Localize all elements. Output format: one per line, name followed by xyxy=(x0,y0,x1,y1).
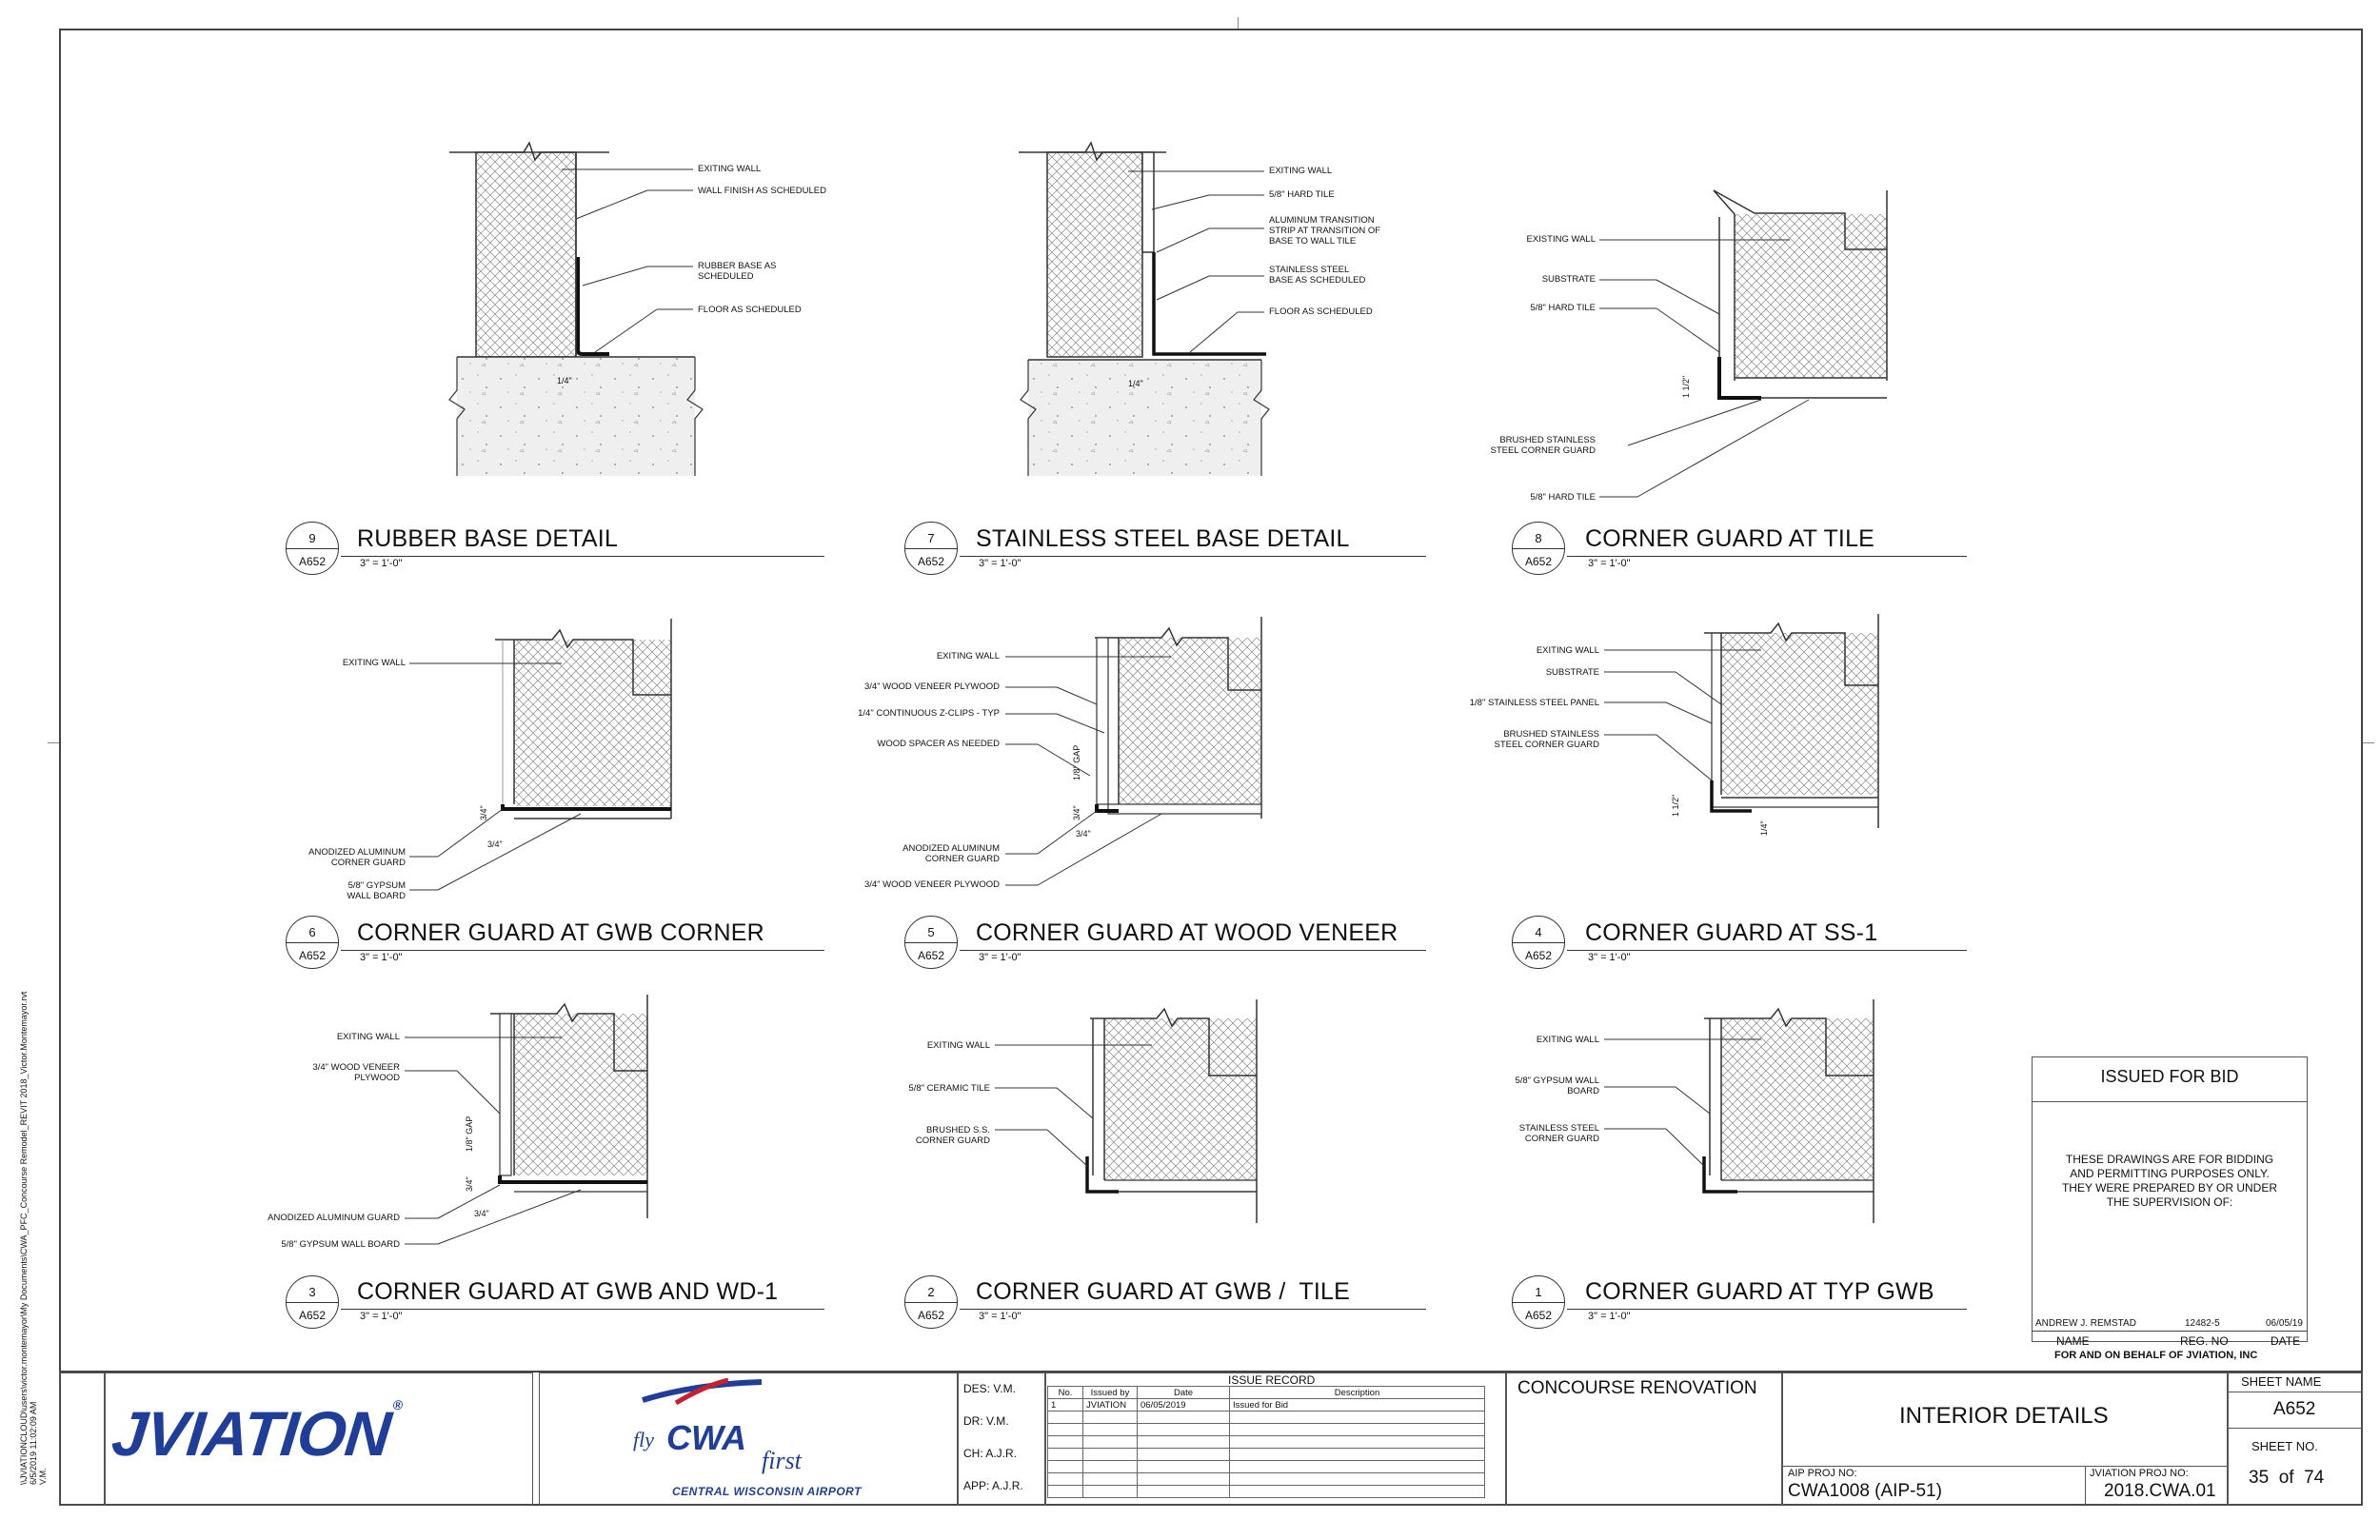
table-row xyxy=(1048,1473,1485,1486)
callout-label: 5/8" GYPSUM WALL BOARD xyxy=(347,880,406,901)
divider xyxy=(2228,1428,2363,1429)
callout-label: ALUMINUM TRANSITION STRIP AT TRANSITION OF BASE TO WALL TILE xyxy=(1269,215,1381,247)
title-underline xyxy=(960,950,1426,951)
detail-bubble xyxy=(904,522,958,575)
callout-label: BRUSHED S.S. CORNER GUARD xyxy=(915,1125,990,1146)
title-underline xyxy=(341,1309,824,1310)
detail-bubble xyxy=(904,1275,958,1329)
sheet-reference: A652 xyxy=(917,1309,945,1322)
callout-label: 5/8" GYPSUM WALL BOARD xyxy=(281,1239,400,1250)
table-row xyxy=(1048,1412,1485,1424)
divider xyxy=(1782,1466,2228,1467)
callout-label: 5/8" CERAMIC TILE xyxy=(908,1083,990,1094)
issue-record-title: ISSUE RECORD xyxy=(1228,1373,1316,1387)
callout-label: EXITING WALL xyxy=(1536,645,1599,656)
aip-label: AIP PROJ NO: xyxy=(1788,1468,1857,1479)
callout-label: EXITING WALL xyxy=(698,164,762,174)
dimension-label: 3/4" xyxy=(465,1176,474,1192)
detail-4-drawing xyxy=(1704,614,1878,828)
column-header: Date xyxy=(1138,1387,1230,1399)
dimension-label: 1/8" GAP xyxy=(465,1116,474,1152)
signature-line xyxy=(2032,1331,2308,1332)
aip-value: CWA1008 (AIP-51) xyxy=(1788,1481,1942,1501)
detail-title: CORNER GUARD AT GWB AND WD-1 xyxy=(357,1278,779,1305)
callout-label: BRUSHED STAINLESS STEEL CORNER GUARD xyxy=(1490,435,1596,456)
detail-bubble xyxy=(1512,1275,1565,1329)
callout-label: EXITING WALL xyxy=(936,651,1000,661)
detail-title: CORNER GUARD AT TYP GWB xyxy=(1585,1278,1934,1305)
detail-3-drawing xyxy=(490,995,647,1218)
table-header-row xyxy=(1048,1387,1485,1399)
engineer-name: ANDREW J. REMSTAD xyxy=(2035,1318,2136,1329)
dimension-label: 3/4" xyxy=(1072,805,1081,820)
sheet-name-label: SHEET NAME xyxy=(2241,1374,2322,1389)
issue-record-table xyxy=(1047,1386,1485,1498)
behalf-statement: FOR AND ON BEHALF OF JVIATION, INC xyxy=(2054,1350,2258,1361)
approved-by-label: APP: A.J.R. xyxy=(963,1479,1023,1492)
callout-label: EXITING WALL xyxy=(342,658,406,668)
sheet-number: 35 of 74 xyxy=(2249,1468,2325,1488)
dimension-label: 1 1/2" xyxy=(1681,375,1691,398)
detail-number: 2 xyxy=(927,1285,935,1299)
detail-title: CORNER GUARD AT WOOD VENEER xyxy=(976,919,1398,946)
detail-scale: 3" = 1'-0" xyxy=(360,1311,403,1322)
callout-label: 5/8" HARD TILE xyxy=(1530,303,1596,313)
callout-label: STAINLESS STEEL BASE AS SCHEDULED xyxy=(1269,265,1366,286)
column-header: No. xyxy=(1048,1387,1083,1399)
detail-bubble xyxy=(286,1275,339,1329)
sheet-reference: A652 xyxy=(1524,555,1553,568)
callout-label: 1/8" STAINLESS STEEL PANEL xyxy=(1469,698,1599,708)
callout-label: RUBBER BASE AS SCHEDULED xyxy=(698,261,777,282)
dimension-label: 3/4" xyxy=(487,839,503,849)
issued-statement: THESE DRAWINGS ARE FOR BIDDING AND PERMITTING PURPOSES ONLY. THEY WERE PREPARED BY OR UNDER THE SUPERVISION OF: xyxy=(2061,1153,2278,1209)
detail-8-drawing xyxy=(1714,190,1887,398)
table-row xyxy=(1048,1449,1485,1461)
detail-2-drawing xyxy=(1087,999,1257,1223)
detail-number: 7 xyxy=(927,531,935,545)
detail-number: 6 xyxy=(308,925,316,939)
table-cell: 1 xyxy=(1048,1399,1083,1412)
dimension-label: 3/4" xyxy=(1076,829,1091,839)
callout-label: EXISTING WALL xyxy=(1526,234,1596,245)
column-header: Issued by xyxy=(1083,1387,1138,1399)
detail-scale: 3" = 1'-0" xyxy=(979,558,1021,569)
detail-bubble xyxy=(1512,916,1565,969)
divider xyxy=(2085,1466,2086,1506)
dimension-label: 1/4" xyxy=(1128,379,1143,388)
callout-label: EXITING WALL xyxy=(1536,1035,1599,1045)
callout-label: ANODIZED ALUMINUM CORNER GUARD xyxy=(308,847,406,868)
title-underline xyxy=(341,950,824,951)
callout-label: 5/8" GYPSUM WALL BOARD xyxy=(1515,1076,1599,1096)
callout-label: ANODIZED ALUMINUM CORNER GUARD xyxy=(902,843,1000,864)
airplane-icon xyxy=(638,1376,771,1414)
detail-bubble xyxy=(1512,522,1565,575)
sheet-reference: A652 xyxy=(298,949,327,962)
callout-label: FLOOR AS SCHEDULED xyxy=(698,305,802,315)
callout-label: BRUSHED STAINLESS STEEL CORNER GUARD xyxy=(1494,729,1599,750)
issued-for-bid-box xyxy=(2032,1056,2308,1342)
registration-number: 12482-5 xyxy=(2185,1318,2220,1329)
table-row xyxy=(1048,1424,1485,1436)
title-underline xyxy=(341,556,824,557)
detail-1-drawing xyxy=(1704,999,1874,1223)
detail-scale: 3" = 1'-0" xyxy=(1588,952,1631,963)
detail-scale: 3" = 1'-0" xyxy=(1588,1311,1631,1322)
callout-label: 3/4" WOOD VENEER PLYWOOD xyxy=(863,879,1000,890)
sheet-reference: A652 xyxy=(1524,1309,1553,1322)
callout-label: FLOOR AS SCHEDULED xyxy=(1269,306,1373,317)
callout-label: 1/4" CONTINUOUS Z-CLIPS - TYP xyxy=(858,708,1000,719)
detail-title: STAINLESS STEEL BASE DETAIL xyxy=(976,525,1350,552)
detail-scale: 3" = 1'-0" xyxy=(360,952,403,963)
dimension-label: 1/4" xyxy=(1759,820,1769,836)
callout-label: ANODIZED ALUMINUM GUARD xyxy=(268,1213,400,1223)
detail-title: RUBBER BASE DETAIL xyxy=(357,525,619,552)
date-label: DATE xyxy=(2271,1334,2301,1348)
title-underline xyxy=(1567,556,1967,557)
cwa-text: CWA xyxy=(666,1418,746,1457)
dimension-label: 1/8" GAP xyxy=(1072,744,1081,780)
detail-bubble xyxy=(286,916,339,969)
callout-label: WALL FINISH AS SCHEDULED xyxy=(698,186,826,196)
table-row xyxy=(1048,1486,1485,1498)
sheet-reference: A652 xyxy=(1524,949,1553,962)
detail-scale: 3" = 1'-0" xyxy=(979,1311,1021,1322)
detail-bubble xyxy=(286,522,339,575)
dimension-label: 1/4" xyxy=(557,376,572,385)
callout-label: EXITING WALL xyxy=(336,1032,400,1042)
detail-scale: 3" = 1'-0" xyxy=(1588,558,1631,569)
dimension-label: 3/4" xyxy=(474,1209,489,1218)
title-underline xyxy=(960,1309,1426,1310)
detail-number: 4 xyxy=(1535,925,1542,939)
table-row xyxy=(1048,1436,1485,1449)
cwa-fly-text: fly xyxy=(633,1428,654,1451)
detail-title: CORNER GUARD AT SS-1 xyxy=(1585,919,1878,946)
name-label: NAME xyxy=(2056,1334,2090,1348)
project-name: CONCOURSE RENOVATION xyxy=(1517,1378,1757,1398)
detail-bubble xyxy=(904,916,958,969)
designer-label: DES: V.M. xyxy=(963,1382,1016,1395)
detail-title: CORNER GUARD AT GWB CORNER xyxy=(357,919,764,946)
sheet-reference: A652 xyxy=(917,555,945,568)
callout-label: EXITING WALL xyxy=(1269,166,1333,176)
sheet-title: INTERIOR DETAILS xyxy=(1899,1403,2109,1429)
table-row xyxy=(1048,1399,1485,1412)
column-header: Description xyxy=(1230,1387,1485,1399)
detail-7-drawing xyxy=(1019,143,1269,476)
detail-title: CORNER GUARD AT TILE xyxy=(1585,525,1875,552)
checked-by-label: CH: A.J.R. xyxy=(963,1447,1018,1460)
table-cell: Issued for Bid xyxy=(1230,1399,1485,1412)
sheet-reference: A652 xyxy=(298,1309,327,1322)
title-underline xyxy=(1567,1309,1967,1310)
jviation-project-label: JVIATION PROJ NO: xyxy=(2090,1468,2189,1479)
detail-number: 3 xyxy=(308,1285,316,1299)
file-path-note: \\JVIATIONCLOUD\users\victor.montemayor\My Documents\CWA_PFC_Concourse Remodel_REVIT 2018_Victor.Montemayor.rvt 6/5/2019 11:02:09 AM V.M. xyxy=(19,991,48,1485)
dimension-label: 1 1/2" xyxy=(1671,794,1680,817)
detail-number: 8 xyxy=(1535,531,1542,545)
dimension-label: 3/4" xyxy=(479,805,488,820)
callout-label: 5/8" HARD TILE xyxy=(1269,189,1335,200)
detail-scale: 3" = 1'-0" xyxy=(360,558,403,569)
callout-label: STAINLESS STEEL CORNER GUARD xyxy=(1518,1123,1599,1144)
callout-label: SUBSTRATE xyxy=(1545,667,1599,678)
callout-label: EXITING WALL xyxy=(926,1040,990,1051)
jviation-project-value: 2018.CWA.01 xyxy=(2104,1481,2216,1501)
sheet-reference: A652 xyxy=(917,949,945,962)
table-cell: 06/05/2019 xyxy=(1138,1399,1230,1412)
issued-for-bid-title: ISSUED FOR BID xyxy=(2100,1067,2239,1086)
callout-label: SUBSTRATE xyxy=(1541,274,1596,285)
sheet-name: A652 xyxy=(2273,1399,2316,1419)
drawn-by-label: DR: V.M. xyxy=(963,1414,1009,1428)
detail-scale: 3" = 1'-0" xyxy=(979,952,1021,963)
sheet-reference: A652 xyxy=(298,555,327,568)
sheet-no-label: SHEET NO. xyxy=(2251,1439,2318,1453)
detail-title: CORNER GUARD AT GWB / TILE xyxy=(976,1278,1350,1305)
detail-number: 5 xyxy=(927,925,935,939)
callout-label: WOOD SPACER AS NEEDED xyxy=(877,739,1000,749)
callout-label: 3/4" WOOD VENEER PLYWOOD xyxy=(312,1062,400,1083)
detail-number: 1 xyxy=(1535,1285,1542,1299)
title-underline xyxy=(960,556,1426,557)
cwa-first-text: first xyxy=(762,1447,802,1474)
strip-cell xyxy=(59,1372,105,1506)
table-row xyxy=(1048,1461,1485,1473)
jviation-logo: JVIATION® xyxy=(109,1397,403,1469)
detail-6-drawing xyxy=(495,619,671,819)
callout-label: 5/8" HARD TILE xyxy=(1530,492,1596,503)
cwa-subtitle: CENTRAL WISCONSIN AIRPORT xyxy=(672,1485,862,1498)
detail-number: 9 xyxy=(308,531,316,545)
table-cell: JVIATION xyxy=(1083,1399,1138,1412)
callout-label: 3/4" WOOD VENEER PLYWOOD xyxy=(863,681,1000,692)
reg-label: REG. NO xyxy=(2180,1334,2229,1348)
signature-date: 06/05/19 xyxy=(2266,1318,2303,1329)
detail-5-drawing xyxy=(1095,617,1261,819)
title-underline xyxy=(1567,950,1967,951)
